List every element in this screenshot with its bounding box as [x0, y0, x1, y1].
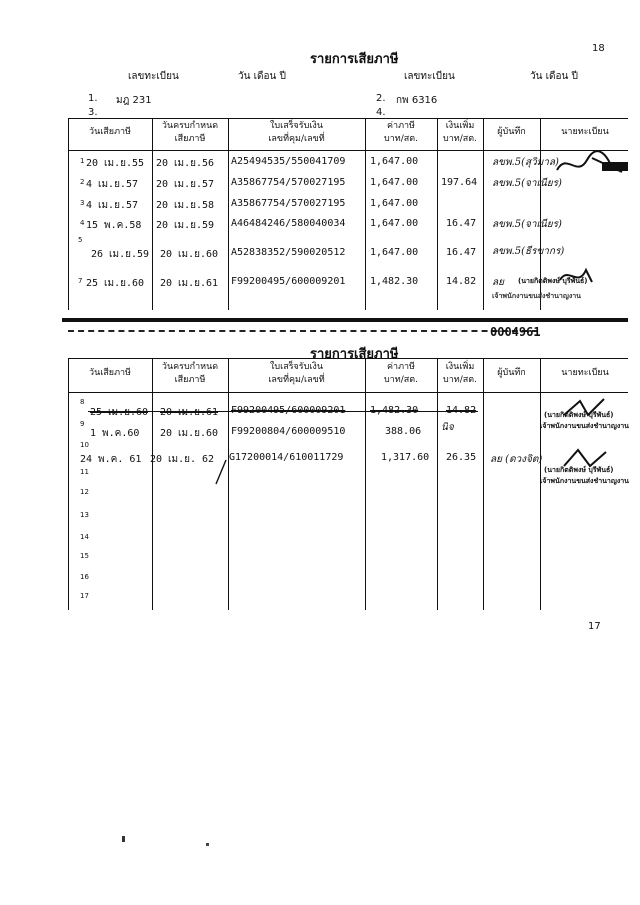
th-receipt-1: ใบเสร็จรับเงิน — [270, 362, 323, 372]
cell-due: 20 เม.ย.58 — [156, 200, 215, 211]
row-number: 14 — [80, 533, 89, 541]
cell-extra: 26.35 — [446, 452, 477, 463]
row-number: 17 — [80, 592, 89, 600]
cell-receipt: F99200495/600009201 — [231, 405, 346, 416]
signature-mark — [560, 446, 610, 470]
row-number: 1 — [80, 157, 85, 165]
th-receipt-2: เลขที่คุม/เลขที่ — [268, 375, 325, 385]
cell-extra: 16.47 — [446, 247, 477, 258]
cell-recorder: ลขพ.5(สุวิมาล) — [492, 157, 559, 168]
row-number: 11 — [80, 468, 89, 476]
date-label-left: วัน เดือน ปี — [238, 71, 286, 82]
reg-value-2: กพ 6316 — [396, 95, 438, 106]
cell-receipt: G17200014/610011729 — [229, 452, 344, 463]
cell-tax: 1,647.00 — [370, 247, 419, 258]
th-receipt-2: เลขที่คุม/เลขที่ — [268, 134, 325, 144]
bottom-title: รายการเสียภาษี — [310, 347, 399, 362]
cell-date: 26 เม.ย.59 — [91, 249, 150, 260]
signature-mark — [556, 262, 596, 288]
cell-recorder: ลย (ดวงจิต) — [490, 454, 543, 465]
cell-tax: 1,647.00 — [370, 156, 419, 167]
cell-tax: 388.06 — [385, 426, 422, 437]
th-due-2: เสียภาษี — [174, 375, 206, 385]
cell-due: 20 เม.ย.60 — [160, 428, 219, 439]
th-due-2: เสียภาษี — [174, 134, 206, 144]
row-number: 15 — [80, 552, 89, 560]
row-number: 3 — [80, 199, 85, 207]
cell-due: 20 เม.ย. 62 — [150, 454, 215, 465]
reg-label-right: เลขทะเบียน — [404, 71, 455, 82]
strike-line — [88, 411, 478, 412]
th-date: วันเสียภาษี — [89, 368, 131, 378]
cut-marks: 0004961 — [490, 325, 541, 339]
cell-tax: 1,647.00 — [370, 177, 419, 188]
cell-tax: 1,482.30 — [370, 276, 419, 287]
row-number: 9 — [80, 420, 85, 428]
th-tax-2: บาท/สต. — [384, 375, 418, 385]
cut-line — [68, 330, 538, 332]
scan-speck — [206, 843, 209, 846]
cell-tax: 1,482.30 — [370, 405, 419, 416]
officer-stamp-role: เจ้าพนักงานขนส่งชำนาญงาน — [540, 477, 629, 485]
row-number: 13 — [80, 511, 89, 519]
reg-num-1: 1. — [88, 93, 98, 104]
cell-recorder: นิจ — [441, 422, 454, 433]
th-recorder: ผู้บันทึก — [497, 127, 526, 137]
cell-extra: 14.82 — [446, 276, 477, 287]
signature-mark — [560, 397, 610, 419]
th-date: วันเสียภาษี — [89, 127, 131, 137]
date-label-right: วัน เดือน ปี — [530, 71, 578, 82]
th-extra-1: เงินเพิ่ม — [445, 362, 475, 372]
cell-due: 20 เม.ย.61 — [160, 407, 219, 418]
reg-value-1: มฎ 231 — [116, 95, 152, 106]
cell-receipt: F99200495/600009201 — [231, 276, 346, 287]
th-extra-1: เงินเพิ่ม — [445, 121, 475, 131]
th-registrar: นายทะเบียน — [561, 127, 609, 137]
th-tax-1: ค่าภาษี — [387, 362, 415, 372]
cell-extra: 14.82 — [446, 405, 477, 416]
th-registrar: นายทะเบียน — [561, 368, 609, 378]
th-extra-2: บาท/สต. — [443, 134, 477, 144]
cell-recorder: ลขพ.5(จาเนียร) — [492, 219, 562, 230]
row-number: 10 — [80, 441, 89, 449]
th-tax-1: ค่าภาษี — [387, 121, 415, 131]
reg-num-4: 4. — [376, 107, 386, 118]
row-number: 4 — [80, 219, 85, 227]
cell-extra: 197.64 — [441, 177, 478, 188]
cell-date: 24 พ.ค. 61 — [80, 454, 142, 465]
reg-num-3: 3. — [88, 107, 98, 118]
cell-tax: 1,647.00 — [370, 218, 419, 229]
cell-due: 20 เม.ย.56 — [156, 158, 215, 169]
cell-receipt: A46484246/580040034 — [231, 218, 346, 229]
cell-recorder: ลขพ.5(ธีรขากร) — [492, 246, 565, 257]
row-number: 7 — [78, 277, 83, 285]
reg-num-2: 2. — [376, 93, 386, 104]
cell-receipt: A52838352/590020512 — [231, 247, 346, 258]
cell-date: 25 เม.ย.60 — [90, 407, 149, 418]
officer-stamp-role: เจ้าพนักงานขนส่งชำนาญงาน — [492, 292, 581, 300]
officer-stamp-name: (นายกิตติพงษ์ บุรีพันธ์) — [544, 411, 614, 419]
signature-mark — [552, 150, 632, 180]
row-number: 16 — [80, 573, 89, 581]
cell-receipt: A35867754/570027195 — [231, 198, 346, 209]
top-title: รายการเสียภาษี — [310, 52, 399, 67]
row-number: 2 — [80, 178, 85, 186]
pen-tick-mark — [214, 458, 228, 486]
cell-due: 20 เม.ย.59 — [156, 220, 215, 231]
cell-recorder: ลขพ.5(จาเนียร) — [492, 178, 562, 189]
th-recorder: ผู้บันทึก — [497, 368, 526, 378]
page-number-top: 18 — [592, 43, 605, 54]
th-due-1: วันครบกำหนด — [161, 362, 219, 372]
page-number-bottom: 17 — [588, 621, 601, 632]
row-number: 8 — [80, 398, 85, 406]
officer-stamp-name: (นายกิตติพงษ์ บุรีพันธ์) — [518, 277, 588, 285]
officer-stamp-role: เจ้าพนักงานขนส่งชำนาญงาน — [540, 422, 629, 430]
th-extra-2: บาท/สต. — [443, 375, 477, 385]
cell-tax: 1,647.00 — [370, 198, 419, 209]
reg-label-left: เลขทะเบียน — [128, 71, 179, 82]
cell-receipt: A25494535/550041709 — [231, 156, 346, 167]
th-due-1: วันครบกำหนด — [161, 121, 219, 131]
row-number: 5 — [78, 236, 83, 244]
officer-stamp-name: (นายกิตติพงษ์ บุรีพันธ์) — [544, 466, 614, 474]
cell-recorder: ลย — [492, 277, 504, 288]
cell-date: 15 พ.ค.58 — [86, 220, 142, 231]
th-tax-2: บาท/สต. — [384, 134, 418, 144]
cell-receipt: F99200804/600009510 — [231, 426, 346, 437]
cell-due: 20 เม.ย.60 — [160, 249, 219, 260]
th-receipt-1: ใบเสร็จรับเงิน — [270, 121, 323, 131]
cell-receipt: A35867754/570027195 — [231, 177, 346, 188]
cell-tax: 1,317.60 — [381, 452, 430, 463]
cell-date: 4 เม.ย.57 — [86, 179, 138, 190]
cell-date: 25 เม.ย.60 — [86, 278, 145, 289]
cell-extra: 16.47 — [446, 218, 477, 229]
cell-date: 20 เม.ย.55 — [86, 158, 145, 169]
row-number: 12 — [80, 488, 89, 496]
cell-due: 20 เม.ย.57 — [156, 179, 215, 190]
cell-due: 20 เม.ย.61 — [160, 278, 219, 289]
scan-speck — [122, 836, 125, 842]
cell-date: 4 เม.ย.57 — [86, 200, 138, 211]
cell-date: 1 พ.ค.60 — [90, 428, 140, 439]
